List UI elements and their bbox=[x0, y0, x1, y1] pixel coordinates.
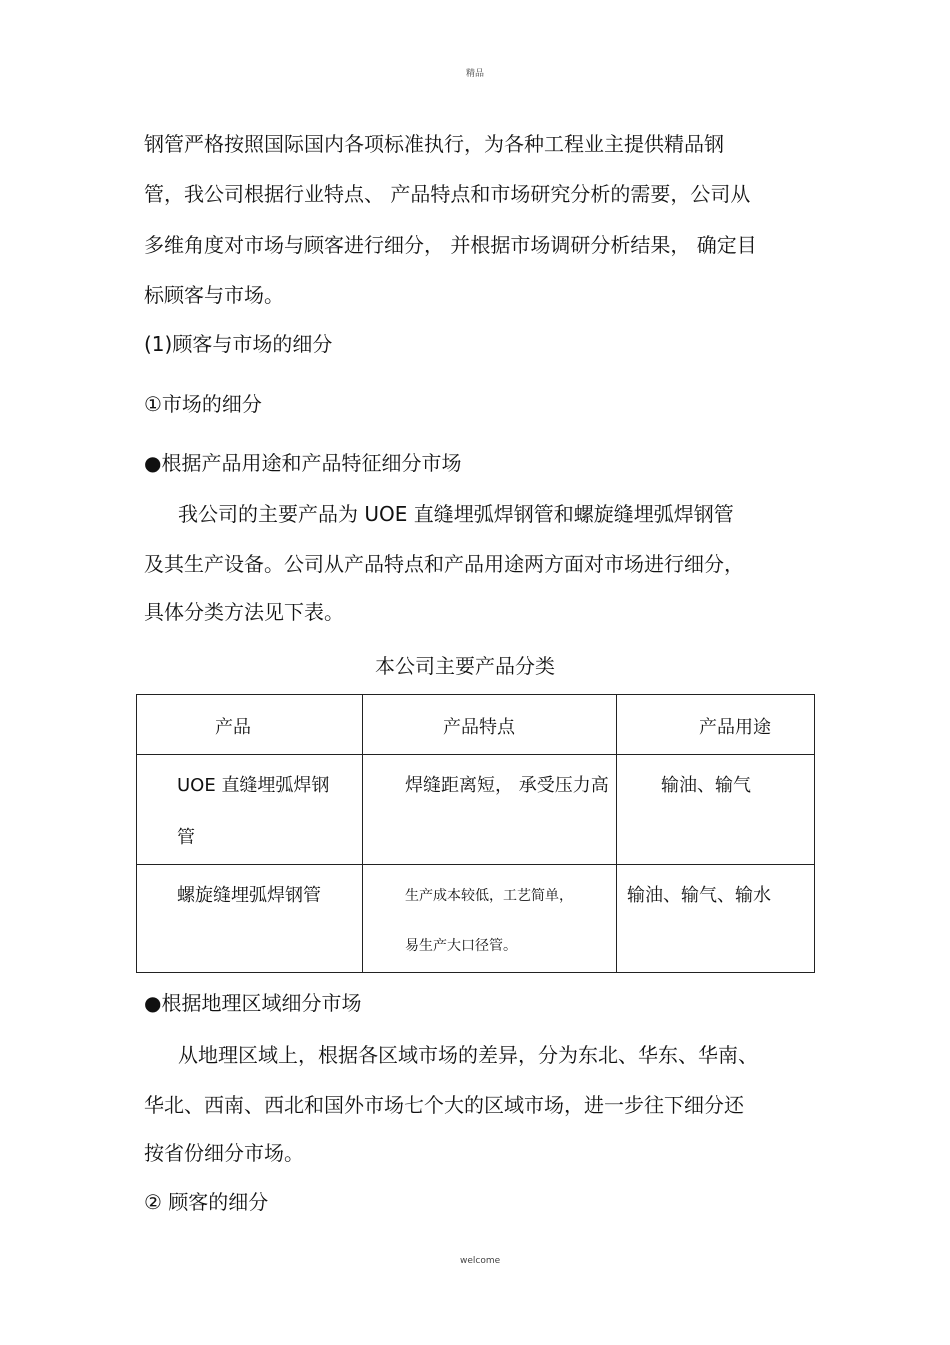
product-table bbox=[136, 694, 815, 973]
table-row bbox=[137, 755, 815, 865]
table-header-cell: 产品特点 bbox=[363, 695, 617, 755]
paragraph-line: 管，我公司根据行业特点、 产品特点和市场研究分析的需要，公司从 bbox=[144, 182, 751, 206]
bullet-heading: ●根据地理区域细分市场 bbox=[144, 991, 362, 1015]
paragraph-line: 我公司的主要产品为 UOE 直缝埋弧焊钢管和螺旋缝埋弧焊钢管 bbox=[178, 502, 734, 526]
page-header: 精品 bbox=[466, 69, 485, 79]
table-cell: 输油、输气 bbox=[617, 755, 815, 865]
paragraph-line: 从地理区域上，根据各区域市场的差异，分为东北、华东、华南、 bbox=[178, 1043, 758, 1067]
paragraph-line: 具体分类方法见下表。 bbox=[144, 600, 344, 624]
section-heading: (1)顾客与市场的细分 bbox=[144, 332, 333, 356]
table-row bbox=[137, 865, 815, 973]
paragraph-line: 多维角度对市场与顾客进行细分， 并根据市场调研分析结果， 确定目 bbox=[144, 233, 757, 257]
table-cell: 焊缝距离短， 承受压力高 bbox=[363, 755, 617, 865]
table-cell: UOE 直缝埋弧焊钢 管 bbox=[137, 755, 363, 865]
table-caption: 本公司主要产品分类 bbox=[375, 654, 555, 678]
subsection-heading: ①市场的细分 bbox=[144, 392, 262, 416]
table-header-cell: 产品用途 bbox=[617, 695, 815, 755]
page-footer: welcome bbox=[460, 1256, 501, 1266]
paragraph-line: 钢管严格按照国际国内各项标准执行，为各种工程业主提供精品钢 bbox=[144, 132, 724, 156]
paragraph-line: 按省份细分市场。 bbox=[144, 1141, 304, 1165]
paragraph-line: 标顾客与市场。 bbox=[144, 283, 284, 307]
table-header-cell: 产品 bbox=[137, 695, 363, 755]
table-cell: 生产成本较低，工艺简单， 易生产大口径管。 bbox=[363, 865, 617, 973]
table-cell: 螺旋缝埋弧焊钢管 bbox=[137, 865, 363, 973]
table-header-row bbox=[137, 695, 815, 755]
subsection-heading: ② 顾客的细分 bbox=[144, 1190, 269, 1214]
paragraph-line: 华北、西南、西北和国外市场七个大的区域市场，进一步往下细分还 bbox=[144, 1093, 744, 1117]
table-cell: 输油、输气、输水 bbox=[617, 865, 815, 973]
bullet-heading: ●根据产品用途和产品特征细分市场 bbox=[144, 451, 462, 475]
paragraph-line: 及其生产设备。公司从产品特点和产品用途两方面对市场进行细分， bbox=[144, 552, 744, 576]
